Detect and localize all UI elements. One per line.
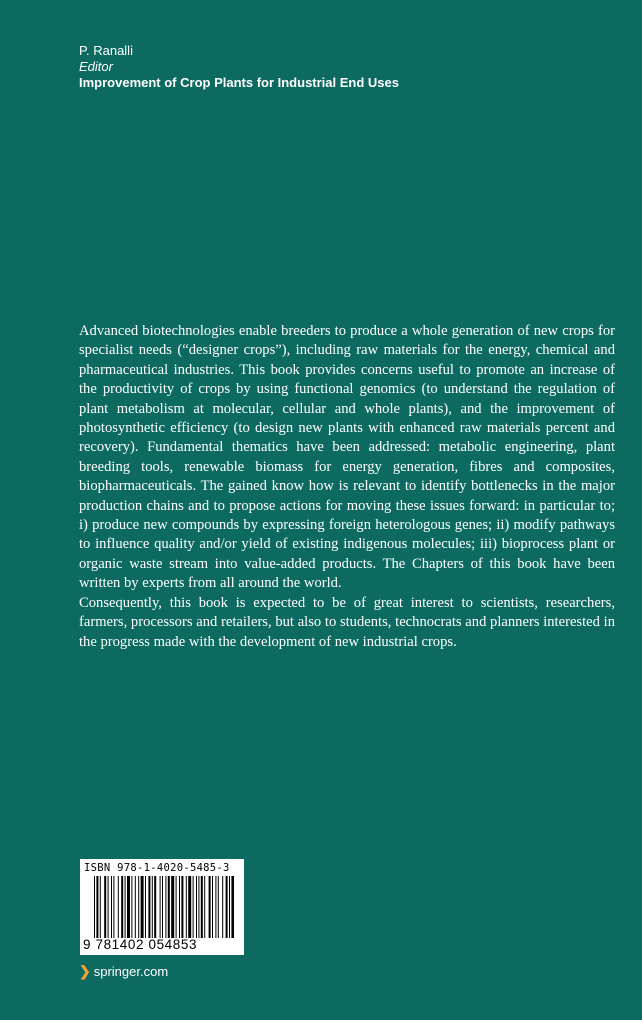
editor-role: Editor bbox=[79, 59, 113, 74]
publisher-link[interactable] bbox=[79, 963, 168, 980]
barcode-bars bbox=[94, 876, 234, 938]
book-title: Improvement of Crop Plants for Industrial End Uses bbox=[79, 75, 399, 90]
back-cover-blurb bbox=[79, 322, 615, 652]
publisher-url: springer.com bbox=[93, 964, 169, 979]
isbn-label: ISBN 978-1-4020-5485-3 bbox=[84, 862, 230, 874]
cover-header bbox=[79, 43, 399, 91]
editor-name: P. Ranalli bbox=[79, 43, 133, 58]
chevron-right-icon: ❯ bbox=[79, 963, 91, 979]
blurb-paragraph-2: Consequently, this book is expected to be of great interest to scientists, researchers, farmers, processors and retailers, but also to students, technocrats and planners interested in the progress made with the development of new industrial crops. bbox=[79, 594, 615, 650]
blurb-paragraph-1: Advanced biotechnologies enable breeders to produce a whole generation of new crops for specialist needs (“designer crops”), including raw materials for the energy, chemical and pharmaceutical industries. This book provides concerns useful to promote an increase of the productivity of crops by using functional genomics (to understand the regulation of plant metabolism at molecular, cellular and whole plants), and the improvement of photosynthetic efficiency (to design new plants with enhanced raw materials percent and recovery). Fundamental thematics have been addressed: metabolic engineering, plant breeding tools, renewable biomass for energy generation, fibres and composites, biopharmaceuticals. The gained know how is relevant to identify bottlenecks in the major production chains and to propose actions for moving these issues forward: in particular to; i) produce new compounds by expressing foreign heterologous genes; ii) modify pathways to influence quality and/or yield of existing indigenous molecules; iii) bioprocess plant or organic waste stream into value-added products. The Chapters of this book have been written by experts from all around the world. bbox=[79, 323, 615, 592]
barcode-digits: 9 781402 054853 bbox=[83, 937, 198, 952]
isbn-barcode bbox=[80, 859, 244, 955]
